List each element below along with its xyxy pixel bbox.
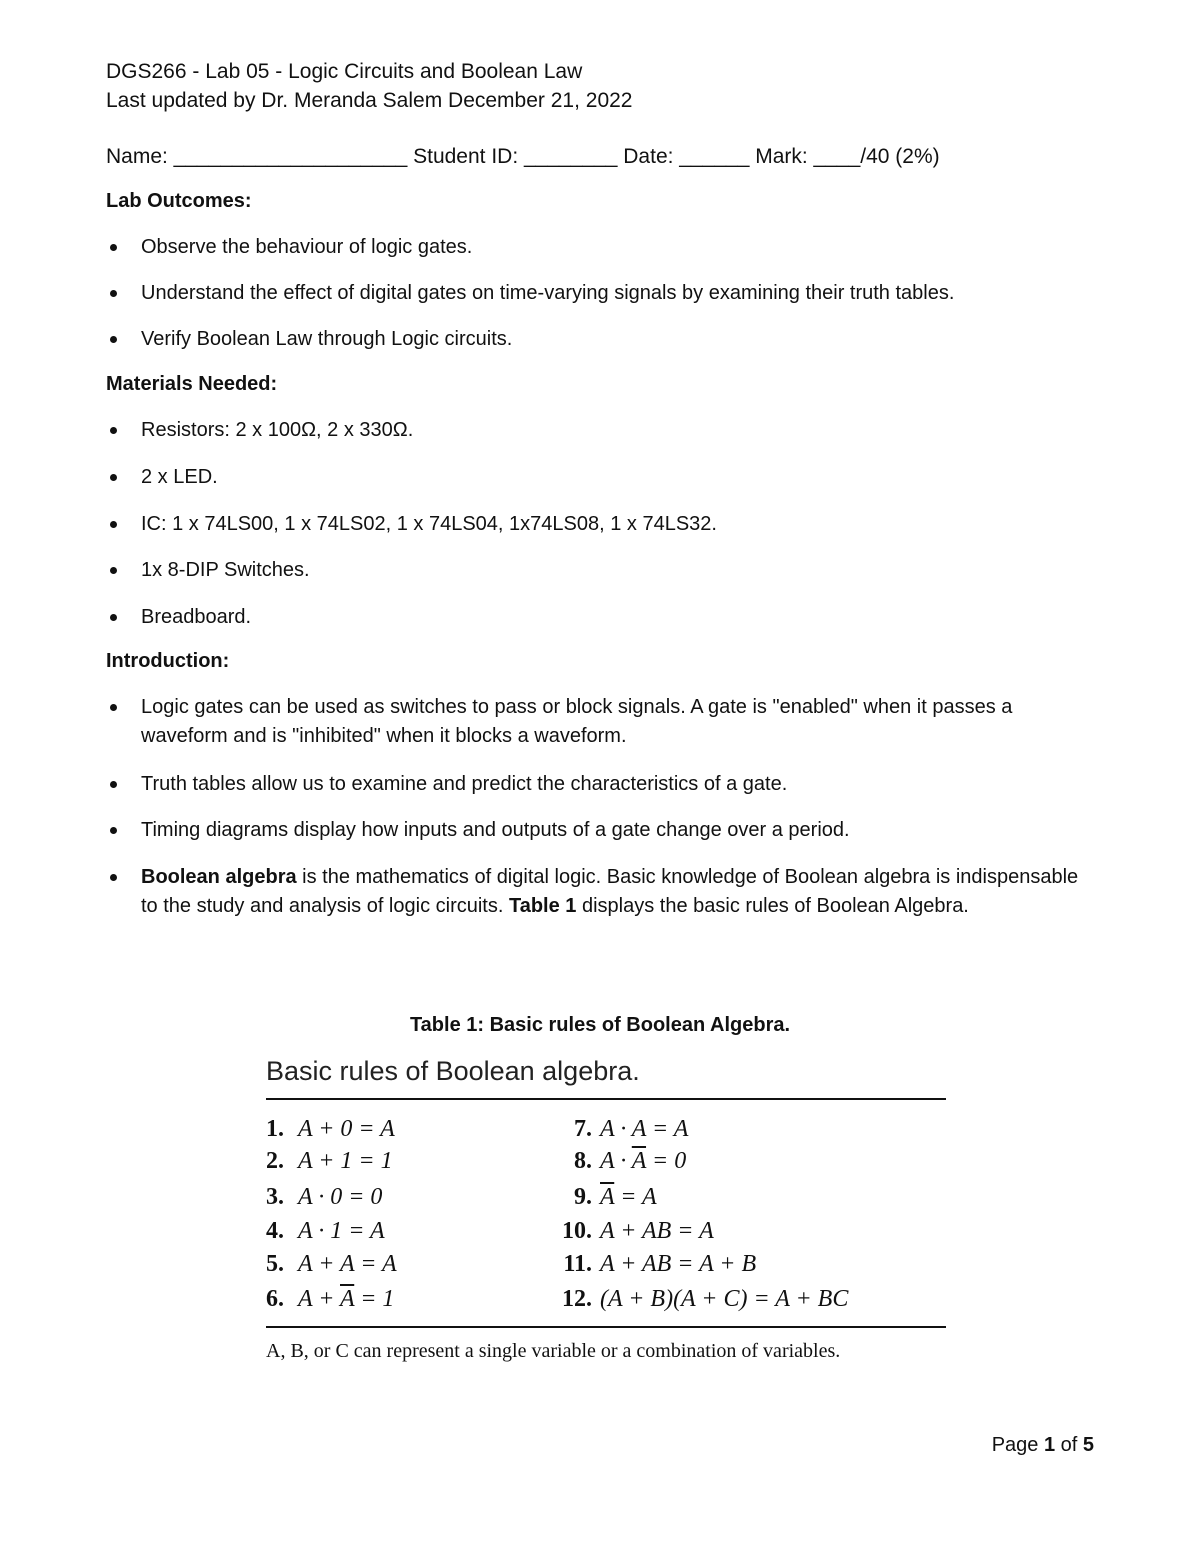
rule-row <box>548 1282 848 1317</box>
rule-row <box>548 1112 688 1147</box>
rule-number: 6. <box>266 1286 284 1312</box>
rule-expression: $A + \overline{A} = 1$ <box>298 1286 395 1312</box>
rule-expression: A + AB = A + B <box>600 1251 757 1277</box>
last-updated-line: Last updated by Dr. Meranda Salem December 21, 2022 <box>106 89 633 112</box>
list-item-text: Verify Boolean Law through Logic circuits. <box>141 328 513 350</box>
table-footnote: A, B, or C can represent a single variable or a combination of variables. <box>266 1340 841 1362</box>
rule-row <box>266 1214 385 1249</box>
bullet-dot <box>110 614 117 621</box>
rule-number: 3. <box>266 1184 284 1210</box>
list-item <box>106 279 1096 308</box>
rule-number: 5. <box>266 1251 284 1277</box>
list-item-text: Breadboard. <box>141 606 252 628</box>
bullet-dot <box>110 781 117 788</box>
page-number: Page 1 of 5 <box>991 1434 1094 1456</box>
rule-expression: A + 0 = A <box>298 1116 395 1142</box>
list-item <box>106 816 1096 845</box>
bullet-dot <box>110 704 117 711</box>
list-item-text: 2 x LED. <box>141 466 218 488</box>
list-item-text: IC: 1 x 74LS00, 1 x 74LS02, 1 x 74LS04, 1x74LS08, 1 x 74LS32. <box>141 513 717 535</box>
list-item-text: Understand the effect of digital gates on time-varying signals by examining their truth tables. <box>141 282 955 304</box>
rule-expression: A · A = A <box>600 1116 689 1142</box>
list-item <box>106 770 1096 799</box>
rule-row <box>266 1144 393 1179</box>
rule-row <box>548 1144 686 1179</box>
bullet-dot <box>110 427 117 434</box>
rule-row <box>266 1112 395 1147</box>
rule-row <box>548 1180 657 1215</box>
list-item <box>106 463 1096 492</box>
rule-number: 8. <box>574 1148 592 1174</box>
rule-number: 1. <box>266 1116 284 1142</box>
rule-row <box>266 1180 382 1215</box>
rule-number: 2. <box>266 1148 284 1174</box>
list-item <box>106 693 1096 751</box>
table-reference: Table 1 <box>508 895 577 917</box>
list-item-text: Timing diagrams display how inputs and outputs of a gate change over a period. <box>141 819 850 841</box>
lab-outcomes-heading: Lab Outcomes: <box>106 190 252 212</box>
bullet-dot <box>110 336 117 343</box>
materials-heading: Materials Needed: <box>106 373 278 395</box>
bullet-dot <box>110 827 117 834</box>
top-rule <box>266 1098 946 1100</box>
rule-row <box>266 1247 397 1282</box>
list-item-text: 1x 8-DIP Switches. <box>141 559 310 581</box>
list-item-text: Logic gates can be used as switches to pass or block signals. A gate is "enabled" when it passes a waveform and is "inhibited" when it blocks a waveform. <box>141 696 1013 747</box>
rule-row <box>548 1247 756 1282</box>
rule-number: 9. <box>574 1184 592 1210</box>
bullet-dot <box>110 244 117 251</box>
list-item: Boolean algebra is the mathematics of digital logic. Basic knowledge of Boolean algebra is indispensable to the study and analysis of logic circuits. Table 1 displays the basic rules of Boolean Algebra. <box>106 863 1096 921</box>
rule-expression: A + 1 = 1 <box>298 1148 393 1174</box>
rule-number: 4. <box>266 1218 284 1244</box>
rule-expression: (A + B)(A + C) = A + BC <box>600 1286 849 1312</box>
introduction-heading: Introduction: <box>106 650 230 672</box>
figure-title: Basic rules of Boolean algebra. <box>266 1056 640 1086</box>
boolean-rules-figure <box>262 1052 946 1374</box>
rule-row <box>548 1214 714 1249</box>
rule-row <box>266 1282 394 1317</box>
rule-expression: $\overline{A} = A$ <box>600 1184 657 1210</box>
list-item-text: Observe the behaviour of logic gates. <box>141 236 473 258</box>
rule-expression: A · 0 = 0 <box>298 1184 383 1210</box>
rule-expression: A · 1 = A <box>298 1218 385 1244</box>
bullet-dot <box>110 290 117 297</box>
table-caption: Table 1: Basic rules of Boolean Algebra. <box>409 1014 791 1036</box>
list-item-text: Truth tables allow us to examine and predict the characteristics of a gate. <box>141 773 788 795</box>
list-item <box>106 603 1096 632</box>
rule-number: 11. <box>563 1251 592 1277</box>
bottom-rule <box>266 1326 946 1328</box>
list-item <box>106 556 1096 585</box>
rule-expression: A + AB = A <box>600 1218 714 1244</box>
rule-number: 7. <box>574 1116 592 1142</box>
document-title: DGS266 - Lab 05 - Logic Circuits and Boolean Law <box>106 60 583 83</box>
rule-number: 10. <box>562 1218 592 1244</box>
rule-expression: $A \cdot \overline{A} = 0$ <box>600 1148 687 1174</box>
list-item <box>106 510 1096 539</box>
bullet-dot <box>110 474 117 481</box>
list-item <box>106 416 1096 445</box>
bullet-dot <box>110 521 117 528</box>
boolean-algebra-term: Boolean algebra <box>141 866 297 888</box>
list-item <box>106 325 1096 354</box>
bullet-dot <box>110 874 117 881</box>
rule-expression: A + A = A <box>298 1251 397 1277</box>
list-item <box>106 233 1096 262</box>
rule-number: 12. <box>562 1286 592 1312</box>
student-fields-line: Name: ____________________ Student ID: ________ Date: ______ Mark: ____/40 (2%) <box>106 145 940 168</box>
list-item-text: Resistors: 2 x 100Ω, 2 x 330Ω. <box>141 419 414 441</box>
bullet-dot <box>110 567 117 574</box>
